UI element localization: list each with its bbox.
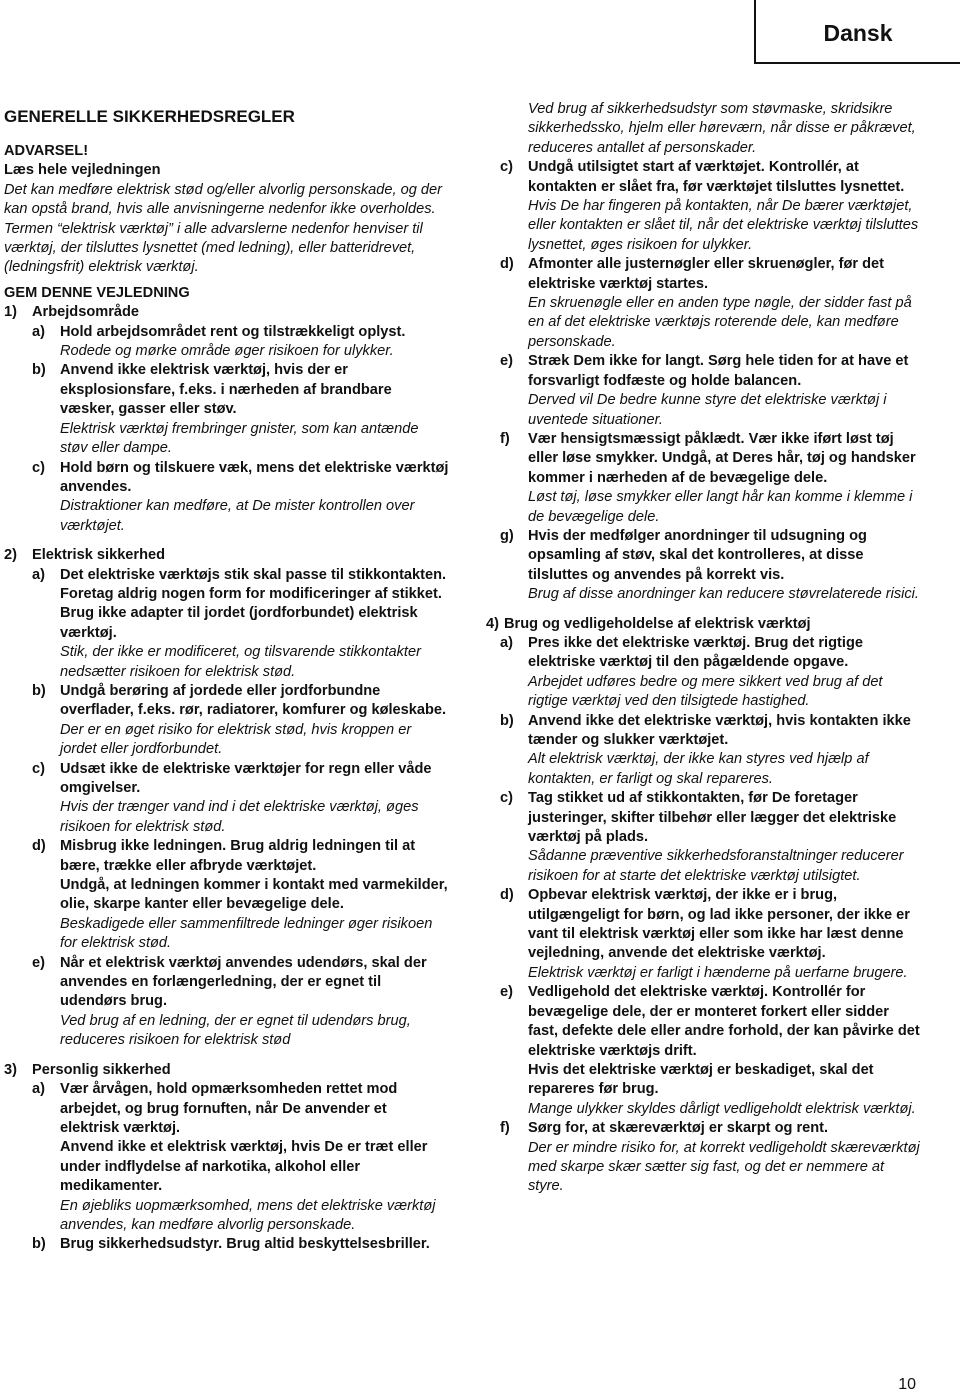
- list-item: a) Pres ikke det elektriske værktøj. Brug det rigtige elektriske værktøj til den pågældende opgave. Arbejdet udføres bedre og mere sikkert ved brug af det rigtige værktøj ved den tilsigtede hastighed.: [500, 634, 883, 710]
- list-item: b) Anvend ikke det elektriske værktøj, hvis kontakten ikke tænder og slukker værktøjet. Alt elektrisk værktøj, der ikke kan styres ved hjælp af kontakten, er farligt og skal repareres.: [500, 712, 911, 787]
- warning-read: Læs hele vejledningen: [4, 162, 161, 179]
- section-2-heading: 2) Elektrisk sikkerhed: [4, 547, 166, 564]
- list-item: d) Opbevar elektrisk værktøj, der ikke er i brug, utilgængeligt for børn, og lad ikke personer, der ikke er vant til elektrisk værktøj eller som ikke har læst denne vejledning, anvende det elektriske værktøj. Elektrisk værktøj er farligt i hænderne på uerfarne brugere.: [500, 887, 910, 981]
- list-item: e) Når et elektrisk værktøj anvendes udendørs, skal der anvendes en forlængerledning, der er egnet til udendørs brug. Ved brug af en ledning, der er egnet til udendørs brug, reduceres risikoen for elektrisk stød: [32, 954, 427, 1049]
- right-column: [486, 100, 920, 1197]
- page-title: GENERELLE SIKKERHEDSREGLER: [4, 107, 295, 126]
- list-item: b) Undgå berøring af jordede eller jordforbundne overflader, f.eks. rør, radiatorer, komfurer og køleskabe. Der er en øget risiko for elektrisk stød, hvis kroppen er jordet eller jordforbundet.: [32, 682, 447, 758]
- section-3-b-continued: Ved brug af sikkerhedsudstyr som støvmaske, skridsikre sikkerhedssko, hjelm eller høreværn, når disse er påkrævet, reduceres antallet af personskader.: [528, 101, 916, 156]
- warning-text: Det kan medføre elektrisk stød og/eller alvorlig personskade, og der kan opstå brand, hvis alle anvisningerne nedenfor ikke overholdes.: [4, 181, 443, 218]
- list-item: d) Misbrug ikke ledningen. Brug aldrig ledningen til at bære, trække eller afbryde værktøjet. Undgå, at ledningen kommer i kontakt med varmekilder, olie, skarpe kanter eller bevægelige dele. Beskadigede eller sammenfiltrede ledninger øger risikoen for elektrisk stød.: [32, 838, 448, 952]
- list-item: a) Hold arbejdsområdet rent og tilstrækkeligt oplyst. Rodede og mørke område øger risikoen for ulykker.: [32, 323, 406, 360]
- section-1-heading: 1) Arbejdsområde: [4, 304, 140, 321]
- language-label: Dansk: [823, 19, 893, 46]
- list-item: e) Stræk Dem ikke for langt. Sørg hele tiden for at have et forsvarligt fodfæste og holde balancen. Derved vil De bedre kunne styre det elektriske værktøj i uventede situationer.: [500, 353, 909, 428]
- list-item: a) Det elektriske værktøjs stik skal passe til stikkontakten. Foretag aldrig nogen form for modificeringer af stikket. Brug ikke adapter til jordet (jordforbundet) elektrisk værktøj. Stik, der ikke er modificeret, og tilsvarende stikkontakter nedsætter risikoen for elektrisk stød.: [32, 566, 447, 680]
- warning-label: ADVARSEL!: [4, 143, 89, 159]
- section-3-heading: 3) Personlig sikkerhed: [4, 1061, 171, 1078]
- list-item: c) Tag stikket ud af stikkontakten, før De foretager justeringer, skifter tilbehør eller lægger det elektriske værktøj på plads. Sådanne præventive sikkerhedsforanstaltninger reducerer risikoen for at starte det elektriske værktøj utilsigtet.: [500, 790, 904, 884]
- section-3: [4, 1080, 450, 1255]
- section-1: [4, 323, 450, 536]
- list-item: d) Afmonter alle justernøgler eller skruenøgler, før det elektriske værktøj startes. En skruenøgle eller en anden type nøgle, der sidder fast på en af det elektriske værktøjs roterende dele, kan medføre personskade.: [500, 256, 912, 350]
- list-item: b) Brug sikkerhedsudstyr. Brug altid beskyttelsesbriller.: [32, 1236, 430, 1253]
- keep-instructions: GEM DENNE VEJLEDNING: [4, 284, 190, 301]
- list-item: c) Undgå utilsigtet start af værktøjet. Kontrollér, at kontakten er slået fra, før værktøjet tilsluttes lysnettet. Hvis De har fingeren på kontakten, når De bærer værktøjet, eller kontakten er slået til, når det elektriske værktøj tilsluttes lysnettet, øges risikoen for ulykker.: [500, 159, 919, 253]
- list-item: e) Vedligehold det elektriske værktøj. Kontrollér for bevægelige dele, der er monteret forkert eller sidder fast, defekte dele eller andre forhold, der kan påvirke det elektriske værktøjs drift. Hvis det elektriske værktøj er beskadiget, skal det repareres før brug. Mange ulykker skyldes dårligt vedligeholdt elektrisk værktøj.: [500, 984, 920, 1117]
- term-text: Termen “elektrisk værktøj” i alle advarslerne nedenfor henviser til værktøj, der tilsluttes lysnettet (med ledning), eller batteridrevet, (ledningsfrit) elektrisk værktøj.: [4, 220, 423, 276]
- list-item: a) Vær årvågen, hold opmærksomheden rettet mod arbejdet, og brug fornuften, når De anvender et elektrisk værktøj. Anvend ikke et elektrisk værktøj, hvis De er træt eller under indflydelse af narkotika, alkohol eller medikamenter. En øjebliks uopmærksomhed, mens det elektriske værktøj anvendes, kan medføre alvorlig personskade.: [32, 1081, 436, 1233]
- list-item: f) Sørg for, at skæreværktøj er skarpt og rent. Der er mindre risiko for, at korrekt vedligeholdt skæreværktøj med skarpe skær sætter sig fast, og det er nemmere at styre.: [500, 1120, 920, 1195]
- left-column: [4, 100, 450, 1255]
- list-item: f) Vær hensigtsmæssigt påklædt. Vær ikke iført løst tøj eller løse smykker. Undgå, at Deres hår, tøj og handsker kommer i nærheden af de bevægelige dele. Løst tøj, løse smykker eller langt hår kan komme i klemme i de bevægelige dele.: [500, 430, 916, 525]
- language-tab: [754, 0, 960, 64]
- section-2: [4, 566, 450, 1051]
- page-number: 10: [898, 1376, 916, 1393]
- section-4-heading: 4) Brug og vedligeholdelse af elektrisk værktøj: [486, 615, 811, 632]
- list-item: g) Hvis der medfølger anordninger til udsugning og opsamling af støv, skal det kontrolleres, at disse tilsluttes og anvendes på korrekt vis. Brug af disse anordninger kan reducere støvrelaterede risici.: [500, 527, 919, 603]
- list-item: c) Hold børn og tilskuere væk, mens det elektriske værktøj anvendes. Distraktioner kan medføre, at De mister kontrollen over værktøjet.: [32, 459, 449, 534]
- list-item: b) Anvend ikke elektrisk værktøj, hvis der er eksplosionsfare, f.eks. i nærheden af brandbare væsker, gasser eller støv. Elektrisk værktøj frembringer gnister, som kan antænde støv eller dampe.: [32, 362, 419, 457]
- list-item: c) Udsæt ikke de elektriske værktøjer for regn eller våde omgivelser. Hvis der trænger vand ind i det elektriske værktøj, øges risikoen for elektrisk stød.: [32, 760, 432, 835]
